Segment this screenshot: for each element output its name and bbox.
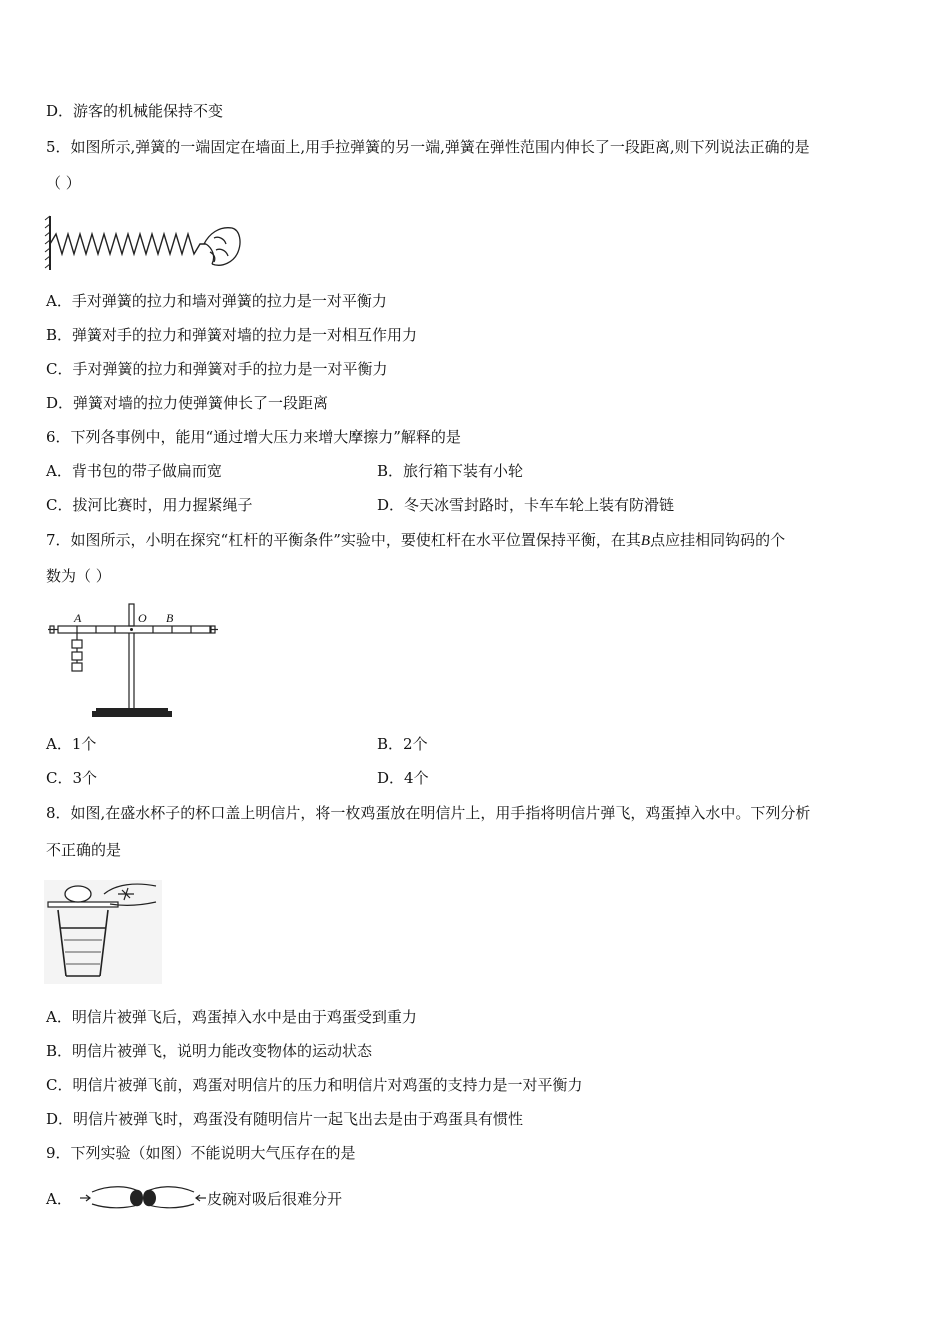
q7-stem-pre: 7．如图所示，小明在探究“杠杆的平衡条件”实验中，要使杠杆在水平位置保持平衡，在其 (46, 531, 641, 549)
wall-icon (45, 216, 50, 270)
q5-option-b: B．弹簧对手的拉力和弹簧对墙的拉力是一对相互作用力 (46, 326, 418, 344)
suction-cups-figure (80, 1178, 206, 1218)
stand-post (129, 604, 134, 710)
q9-option-a-text: 皮碗对吸后很难分开 (207, 1190, 343, 1208)
q7-option-b: B．2个 (377, 735, 428, 753)
label-a: A (74, 611, 82, 625)
q9-option-a-label: A． (46, 1190, 72, 1208)
lever-bar (58, 626, 210, 633)
label-b: B (166, 611, 174, 625)
q7-option-c: C．3个 (46, 769, 98, 787)
q6-option-c: C．拔河比赛时，用力握紧绳子 (46, 496, 253, 514)
q7-stem-line2: 数为（ ） (46, 567, 111, 585)
q7-option-d: D．4个 (377, 769, 429, 787)
q5-option-c: C．手对弹簧的拉力和弹簧对手的拉力是一对平衡力 (46, 360, 388, 378)
q6-option-d: D．冬天冰雪封路时，卡车车轮上装有防滑链 (377, 496, 675, 514)
egg-card-cup-figure (44, 880, 162, 984)
q6-option-b: B．旅行箱下装有小轮 (377, 462, 524, 480)
lever-balance-figure (44, 600, 220, 722)
balance-nut-right-icon (210, 626, 218, 633)
q7-stem-post: 点应挂相同钩码的个 (650, 531, 786, 549)
q9-stem: 9．下列实验（如图）不能说明大气压存在的是 (46, 1144, 356, 1162)
left-hand-top (92, 1187, 140, 1192)
spring-icon (50, 234, 206, 254)
q8-option-c: C．明信片被弹飞前，鸡蛋对明信片的压力和明信片对鸡蛋的支持力是一对平衡力 (46, 1076, 583, 1094)
q5-stem: 5．如图所示,弹簧的一端固定在墙面上,用手拉弹簧的另一端,弹簧在弹性范围内伸长了一段距离,则下列说法正确的是 (46, 138, 810, 156)
right-hand-top (146, 1187, 194, 1192)
q5-answer-paren: （ ） (46, 174, 81, 192)
q6-stem: 6．下列各事例中，能用“通过增大压力来增大摩擦力”解释的是 (46, 428, 461, 446)
balance-nut-left-icon (48, 626, 58, 633)
q8-stem: 8．如图,在盛水杯子的杯口盖上明信片，将一枚鸡蛋放在明信片上，用手指将明信片弹飞，鸡蛋掉入水中。下列分析 (46, 804, 811, 822)
egg-icon (65, 886, 91, 902)
q7-stem (46, 530, 785, 551)
q7-option-a: A．1个 (46, 735, 97, 753)
q8-option-a: A．明信片被弹飞后，鸡蛋掉入水中是由于鸡蛋受到重力 (46, 1008, 417, 1026)
q8-option-d: D．明信片被弹飞时，鸡蛋没有随明信片一起飞出去是由于鸡蛋具有惯性 (46, 1110, 524, 1128)
q5-option-a: A．手对弹簧的拉力和墙对弹簧的拉力是一对平衡力 (46, 292, 387, 310)
hand-icon (204, 228, 240, 266)
q5-option-d: D．弹簧对墙的拉力使弹簧伸长了一段距离 (46, 394, 329, 412)
spring-wall-hand-figure (44, 214, 244, 272)
q7-stem-var: B (640, 533, 651, 549)
q6-option-a: A．背书包的带子做扁而宽 (46, 462, 222, 480)
q8-stem-line2: 不正确的是 (46, 841, 122, 859)
label-o: O (138, 611, 147, 625)
q4-option-d: D．游客的机械能保持不变 (46, 102, 224, 120)
postcard (48, 902, 118, 907)
suction-cup-icon (130, 1190, 156, 1207)
pivot-point (130, 628, 133, 631)
q8-option-b: B．明信片被弹飞，说明力能改变物体的运动状态 (46, 1042, 373, 1060)
hook-weights-icon (72, 633, 82, 671)
stand-base (92, 708, 172, 717)
